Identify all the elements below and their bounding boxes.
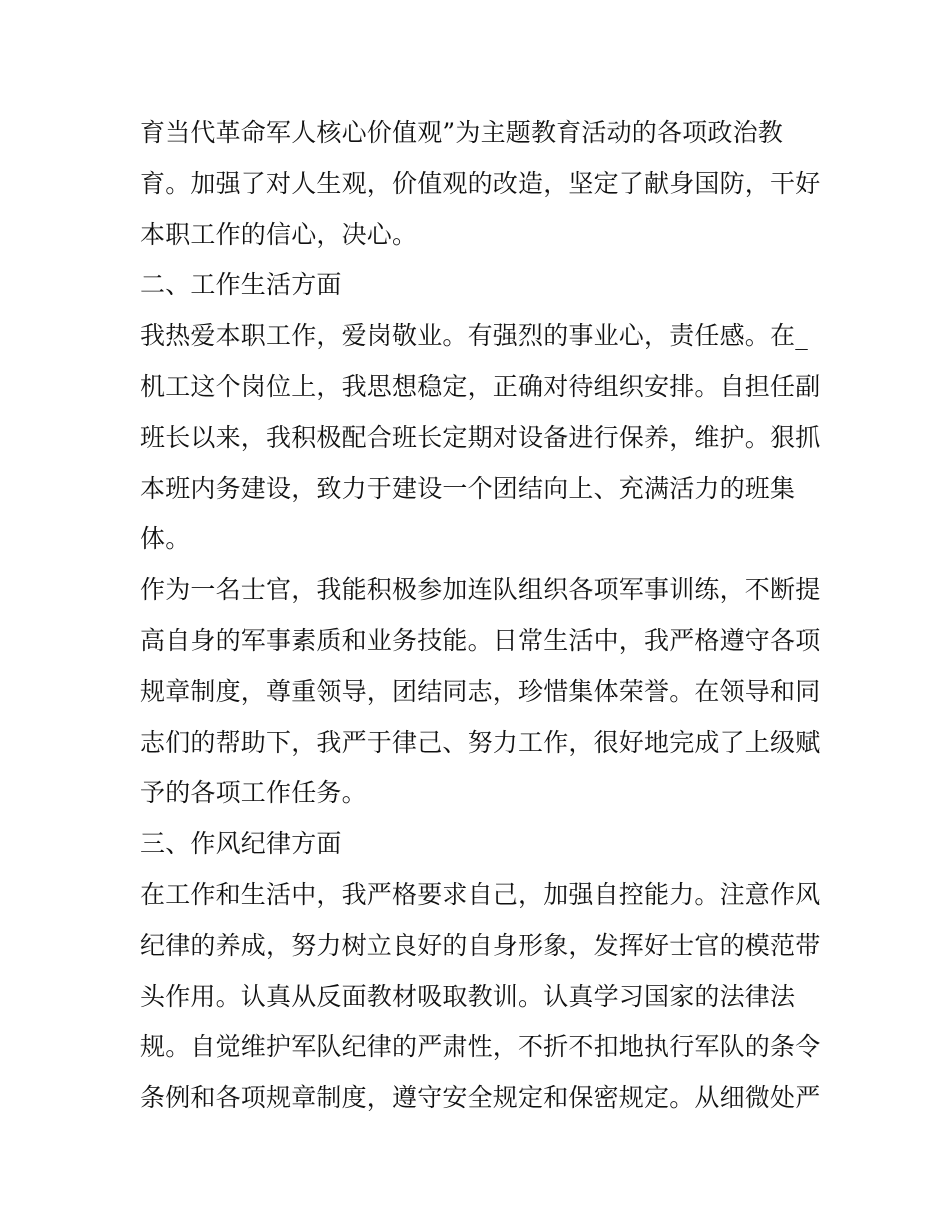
- text-line: 机工这个岗位上，我思想稳定，正确对待组织安排。自担任副: [140, 371, 821, 401]
- text-line: 体。: [140, 524, 191, 554]
- document-body: [140, 108, 820, 1124]
- text-line: 高自身的军事素质和业务技能。日常生活中，我严格遵守各项: [140, 625, 821, 655]
- text-line: 班长以来，我积极配合班长定期对设备进行保养，维护。狠抓: [140, 422, 821, 452]
- text-line: 本班内务建设，致力于建设一个团结向上、充满活力的班集: [140, 473, 796, 503]
- text-line: 纪律的养成，努力树立良好的自身形象，发挥好士官的模范带: [140, 930, 821, 960]
- text-line: 我热爱本职工作，爱岗敬业。有强烈的事业心，责任感。在_: [140, 321, 808, 351]
- text-line: 育。加强了对人生观，价值观的改造，坚定了献身国防，干好: [140, 168, 821, 198]
- text-line: 条例和各项规章制度，遵守安全规定和保密规定。从细微处严: [140, 1083, 821, 1113]
- text-line: 规章制度，尊重领导，团结同志，珍惜集体荣誉。在领导和同: [140, 676, 821, 706]
- section-heading: 二、工作生活方面: [140, 270, 342, 300]
- text-line: 头作用。认真从反面教材吸取教训。认真学习国家的法律法: [140, 981, 796, 1011]
- text-line: 志们的帮助下，我严于律己、努力工作，很好地完成了上级赋: [140, 727, 821, 757]
- section-heading: 三、作风纪律方面: [140, 829, 342, 859]
- text-line: 本职工作的信心，决心。: [140, 219, 418, 249]
- text-line: 育当代革命军人核心价值观”为主题教育活动的各项政治教: [140, 118, 783, 147]
- text-line: 作为一名士官，我能积极参加连队组织各项军事训练，不断提: [140, 575, 821, 605]
- text-line: 予的各项工作任务。: [140, 778, 367, 808]
- text-line: 规。自觉维护军队纪律的严肃性，不折不扣地执行军队的条令: [140, 1032, 821, 1062]
- text-line: 在工作和生活中，我严格要求自己，加强自控能力。注意作风: [140, 879, 821, 909]
